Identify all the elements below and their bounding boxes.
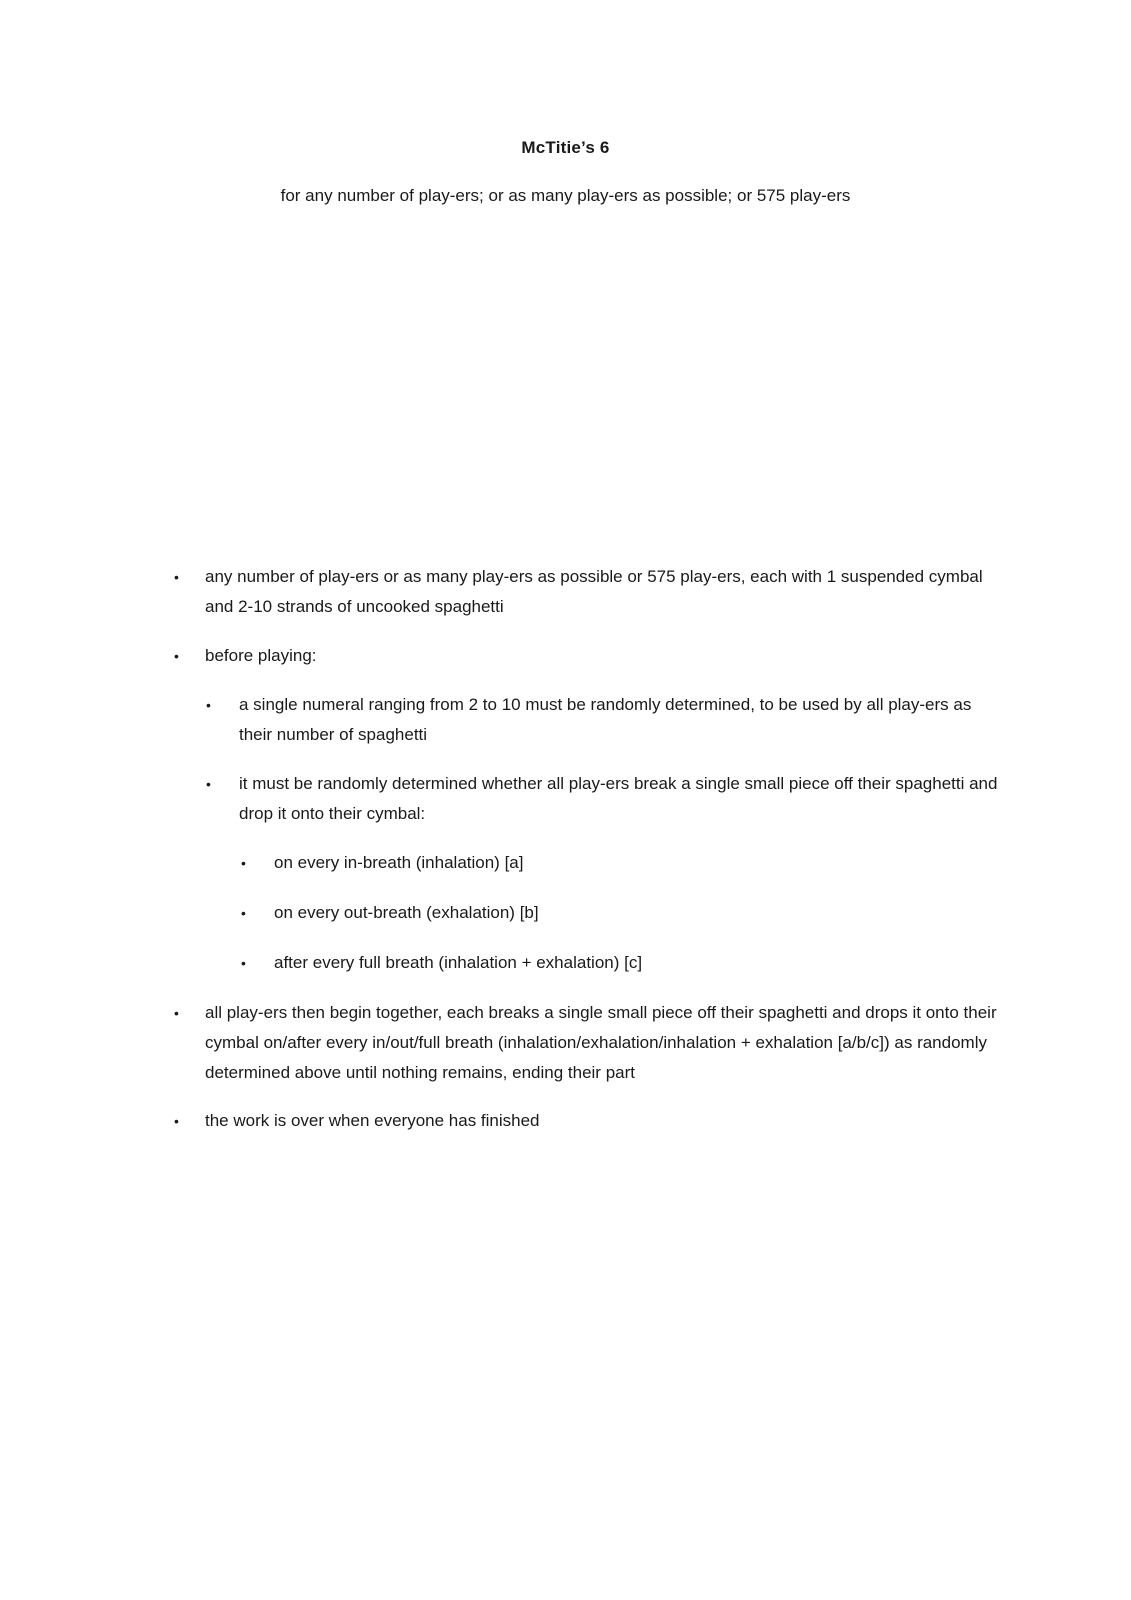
bullet-icon: • [174, 569, 179, 585]
list-item-text: on every in-breath (inhalation) [a] [274, 853, 524, 872]
list-item-text: all play-ers then begin together, each breaks a single small piece off their spaghetti and drops it onto their cymbal on/after every in/out/full breath (inhalation/exhalation/inhalation + exhalation [a/b/c]) as randomly determined above until nothing remains, ending their part [205, 1003, 997, 1082]
list-item [241, 948, 974, 978]
list-item-text: the work is over when everyone has finished [205, 1111, 540, 1130]
list-item [174, 1106, 1005, 1136]
bullet-icon: • [206, 776, 211, 792]
list-item-text: any number of play-ers or as many play-ers as possible or 575 play-ers, each with 1 suspended cymbal and 2-10 strands of uncooked spaghetti [205, 567, 983, 616]
bullet-icon: • [174, 648, 179, 664]
list-item [206, 690, 999, 750]
bullet-icon: • [206, 697, 211, 713]
list-item-text: before playing: [205, 646, 317, 665]
list-item [241, 848, 974, 878]
list-item-text: a single numeral ranging from 2 to 10 must be randomly determined, to be used by all play-ers as their number of spaghetti [239, 695, 972, 744]
bullet-icon: • [241, 955, 246, 971]
list-item [206, 769, 999, 829]
bullet-icon: • [174, 1113, 179, 1129]
list-item-text: after every full breath (inhalation + exhalation) [c] [274, 953, 643, 972]
bullet-icon: • [174, 1005, 179, 1021]
bullet-icon: • [241, 905, 246, 921]
list-item [241, 898, 974, 928]
list-item-text: on every out-breath (exhalation) [b] [274, 903, 539, 922]
bullet-icon: • [241, 855, 246, 871]
list-item [174, 641, 1005, 671]
document-subtitle: for any number of play-ers; or as many play-ers as possible; or 575 play-ers [280, 186, 851, 205]
document-title: McTitie’s 6 [521, 138, 610, 157]
list-item [174, 998, 1005, 1088]
list-item-text: it must be randomly determined whether all play-ers break a single small piece off their spaghetti and drop it onto their cymbal: [239, 774, 998, 823]
list-item [174, 562, 1005, 622]
